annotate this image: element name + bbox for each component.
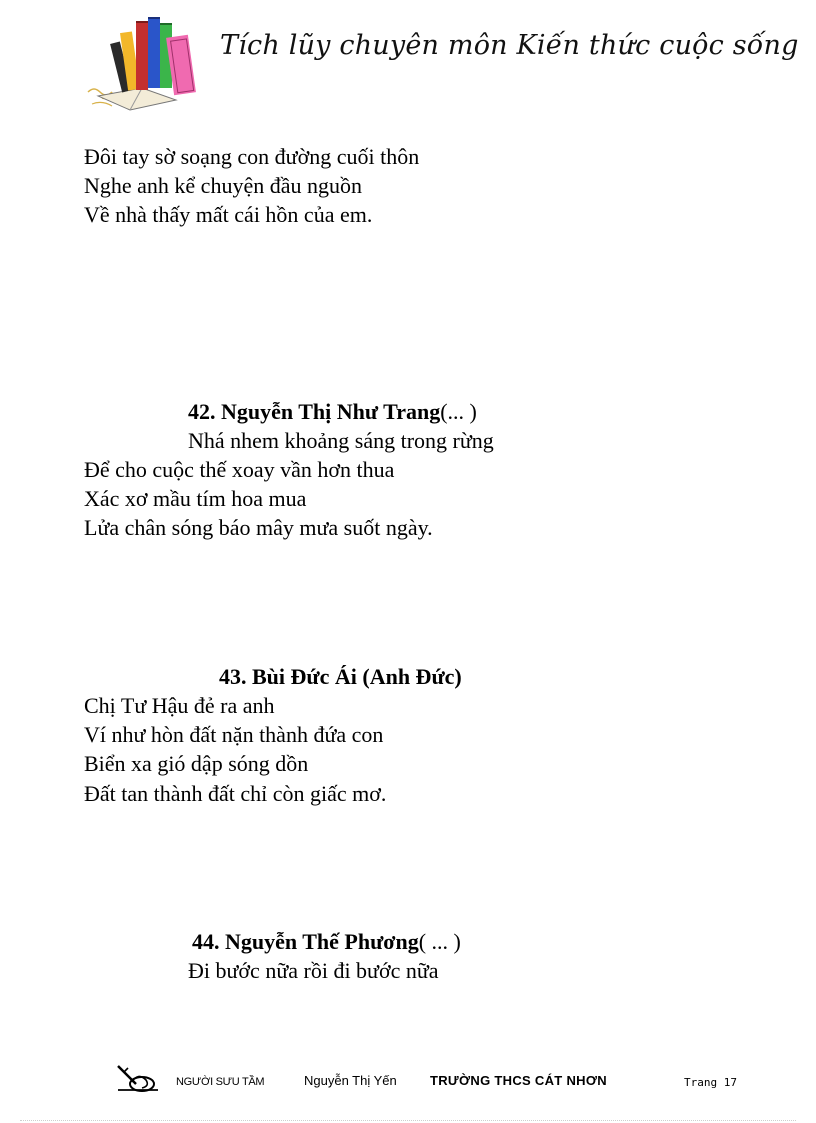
poem-line: Nhá nhem khoảng sáng trong rừng: [188, 428, 494, 453]
poem-line: Để cho cuộc thế xoay vần hơn thua: [84, 457, 395, 482]
poem-line: Xác xơ mầu tím hoa mua: [84, 486, 307, 511]
poem-line: Đất tan thành đất chỉ còn giấc mơ.: [84, 781, 387, 806]
school-name: TRƯỜNG THCS CÁT NHƠN: [430, 1073, 607, 1088]
page-number: Trang 17: [684, 1076, 737, 1089]
intro-line: Nghe anh kể chuyện đầu nguồn: [84, 173, 362, 198]
author-name: Nguyễn Thị Yến: [304, 1073, 397, 1088]
poem-line: Lửa chân sóng báo mây mưa suốt ngày.: [84, 515, 433, 540]
poem-line: Chị Tư Hậu đẻ ra anh: [84, 693, 275, 718]
collector-label: NGƯỜI SƯU TẦM: [176, 1076, 265, 1088]
header-title: Tích lũy chuyên môn Kiến thức cuộc sống: [220, 30, 799, 61]
entry-heading: [192, 927, 461, 956]
poem-line: Biển xa gió dập sóng dồn: [84, 751, 309, 776]
bottom-divider: [20, 1120, 796, 1121]
page-footer: [0, 1060, 816, 1100]
signature-icon: [116, 1062, 160, 1094]
entry-heading-name: 43. Bùi Đức Ái (Anh Đức): [219, 664, 462, 689]
entry-heading: [219, 662, 462, 691]
poem-line: Ví như hòn đất nặn thành đứa con: [84, 722, 384, 747]
intro-line: Đôi tay sờ soạng con đường cuối thôn: [84, 144, 420, 169]
intro-line: Về nhà thấy mất cái hồn của em.: [84, 202, 373, 227]
entry-heading-suffix: (... ): [440, 399, 477, 424]
entry-heading-suffix: ( ... ): [418, 929, 461, 954]
books-icon: [84, 14, 210, 114]
entry-heading-name: 44. Nguyễn Thế Phương: [192, 929, 419, 954]
entry-heading: [188, 397, 477, 426]
poem-line: Đi bước nữa rồi đi bước nữa: [188, 958, 439, 983]
entry-heading-name: 42. Nguyễn Thị Như Trang: [188, 399, 441, 424]
